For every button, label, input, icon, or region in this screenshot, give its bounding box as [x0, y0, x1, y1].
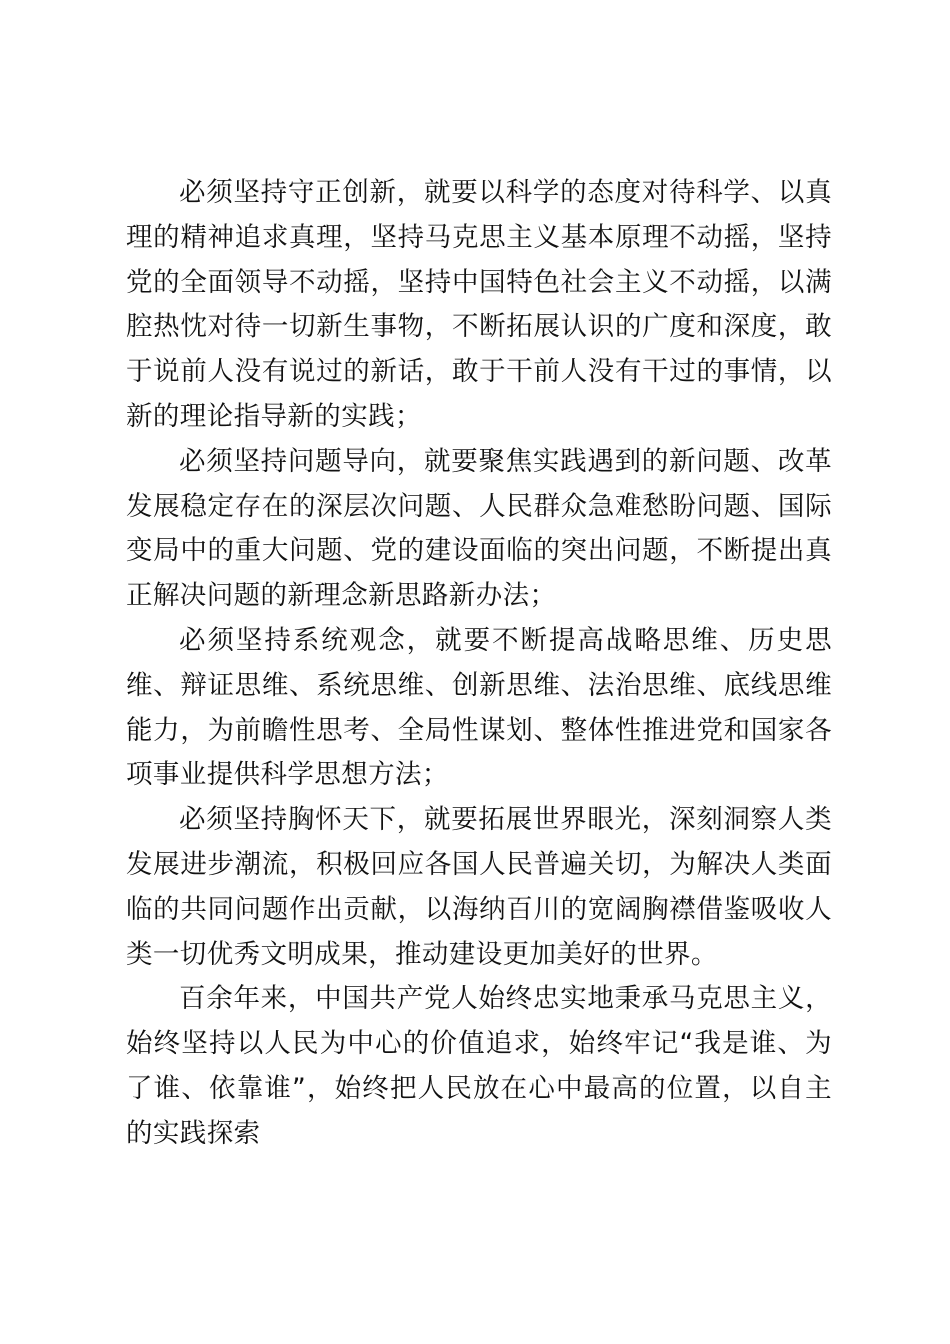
paragraph-systems-thinking: 必须坚持系统观念，就要不断提高战略思维、历史思维、辩证思维、系统思维、创新思维、法治思维、底线思维能力，为前瞻性思考、全局性谋划、整体性推进党和国家各项事业提供科学思想方法；	[126, 624, 832, 791]
paragraph-century-history: 百余年来，中国共产党人始终忠实地秉承马克思主义，始终坚持以人民为中心的价值追求，始终牢记“我是谁、为了谁、依靠谁”，始终把人民放在心中最高的位置，以自主的实践探索	[126, 983, 832, 1149]
paragraph-problem-oriented: 必须坚持问题导向，就要聚焦实践遇到的新问题、改革发展稳定存在的深层次问题、人民群众急难愁盼问题、国际变局中的重大问题、党的建设面临的突出问题，不断提出真正解决问题的新理念新思路新办法；	[126, 445, 832, 612]
paragraph-uphold-integrity-innovation: 必须坚持守正创新，就要以科学的态度对待科学、以真理的精神追求真理，坚持马克思主义基本原理不动摇，坚持党的全面领导不动摇，坚持中国特色社会主义不动摇，以满腔热忱对待一切新生事物，不断拓展认识的广度和深度，敢于说前人没有说过的新话，敢于干前人没有干过的事情，以新的理论指导新的实践；	[126, 177, 832, 432]
paragraph-global-vision: 必须坚持胸怀天下，就要拓展世界眼光，深刻洞察人类发展进步潮流，积极回应各国人民普遍关切，为解决人类面临的共同问题作出贡献，以海纳百川的宽阔胸襟借鉴吸收人类一切优秀文明成果，推动建设更加美好的世界。	[126, 804, 832, 970]
document-page	[126, 171, 832, 1157]
